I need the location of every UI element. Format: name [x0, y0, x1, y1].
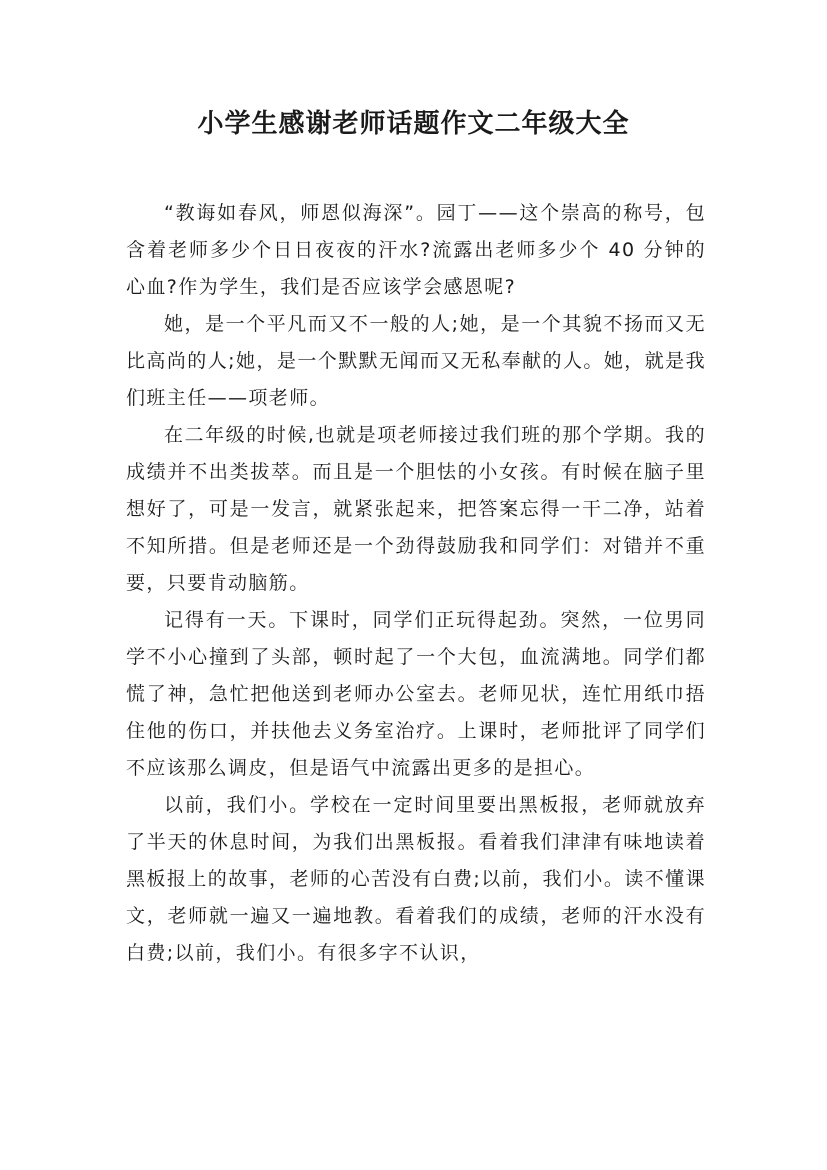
paragraph-3: 在二年级的时候,也就是项老师接过我们班的那个学期。我的成绩并不出类拔萃。而且是一个胆怯的小女孩。有时候在脑子里想好了，可是一发言，就紧张起来，把答案忘得一干二净，站着不知所措。但是老师还是一个劲得鼓励我和同学们：对错并不重要，只要肯动脑筋。	[126, 424, 706, 594]
paragraph-4: 记得有一天。下课时，同学们正玩得起劲。突然，一位男同学不小心撞到了头部，顿时起了一个大包，血流满地。同学们都慌了神，急忙把他送到老师办公室去。老师见状，连忙用纸巾捂住他的伤口，并扶他去义务室治疗。上课时，老师批评了同学们不应该那么调皮，但是语气中流露出更多的是担心。	[126, 609, 706, 779]
paragraph-2: 她，是一个平凡而又不一般的人;她，是一个其貌不扬而又无比高尚的人;她，是一个默默无闻而又无私奉献的人。她，就是我们班主任——项老师。	[126, 313, 706, 409]
article-body	[126, 195, 706, 972]
paragraph-1: “教诲如春风，师恩似海深”。园丁——这个崇高的称号，包含着老师多少个日日夜夜的汗水?流露出老师多少个 40 分钟的心血?作为学生，我们是否应该学会感恩呢?	[126, 202, 706, 298]
paragraph-5: 以前，我们小。学校在一定时间里要出黑板报，老师就放弃了半天的休息时间，为我们出黑板报。看着我们津津有味地读着黑板报上的故事，老师的心苦没有白费;以前，我们小。读不懂课文，老师就一遍又一遍地教。看着我们的成绩，老师的汗水没有白费;以前，我们小。有很多字不认识，	[126, 794, 706, 964]
page-title: 小学生感谢老师话题作文二年级大全	[197, 109, 630, 139]
